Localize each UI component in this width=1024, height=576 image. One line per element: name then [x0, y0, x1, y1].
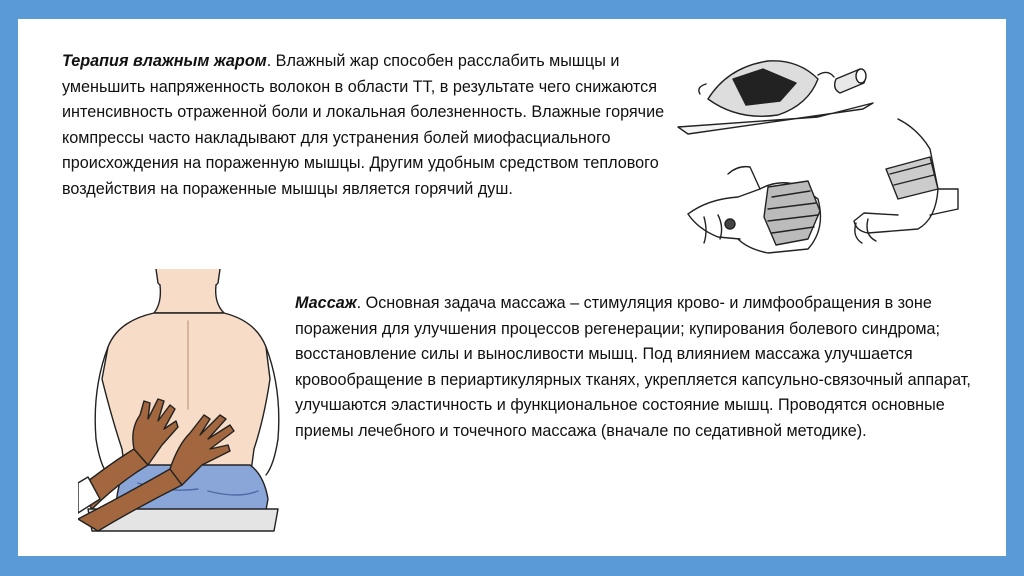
- back-massage-illustration: [78, 269, 288, 534]
- massage-paragraph: [295, 291, 975, 445]
- slide: [18, 19, 1006, 556]
- moist-heat-paragraph: [62, 49, 672, 203]
- massage-term: Массаж: [295, 294, 357, 312]
- hot-compress-illustration: [668, 39, 968, 269]
- moist-heat-body: . Влажный жар способен расслабить мышцы и уменьшить напряженность волокон в области ТТ, в результате чего снижаются интенсивность отраженной боли и локальная болезненность. Влажные горячие компрессы часто накладывают для устранения болей миофасциального происхождения на пораженную мышцы. Другим удобным средством теплового воздействия на пораженные мышцы является горячий душ.: [62, 52, 665, 198]
- massage-body: . Основная задача массажа – стимуляция крово- и лимфообращения в зоне поражения для улучшения процессов регенерации; купирования болевого синдрома; восстановление силы и выносливости мышц. Под влиянием массажа улучшается кровообращение в периартикулярных тканях, укрепляется капсульно-связочный аппарат, улучшаются эластичность и функциональное состояние мышц. Проводятся основные приемы лечебного и точечного массажа (вначале по седативной методике).: [295, 294, 971, 440]
- moist-heat-term: Терапия влажным жаром: [62, 52, 267, 70]
